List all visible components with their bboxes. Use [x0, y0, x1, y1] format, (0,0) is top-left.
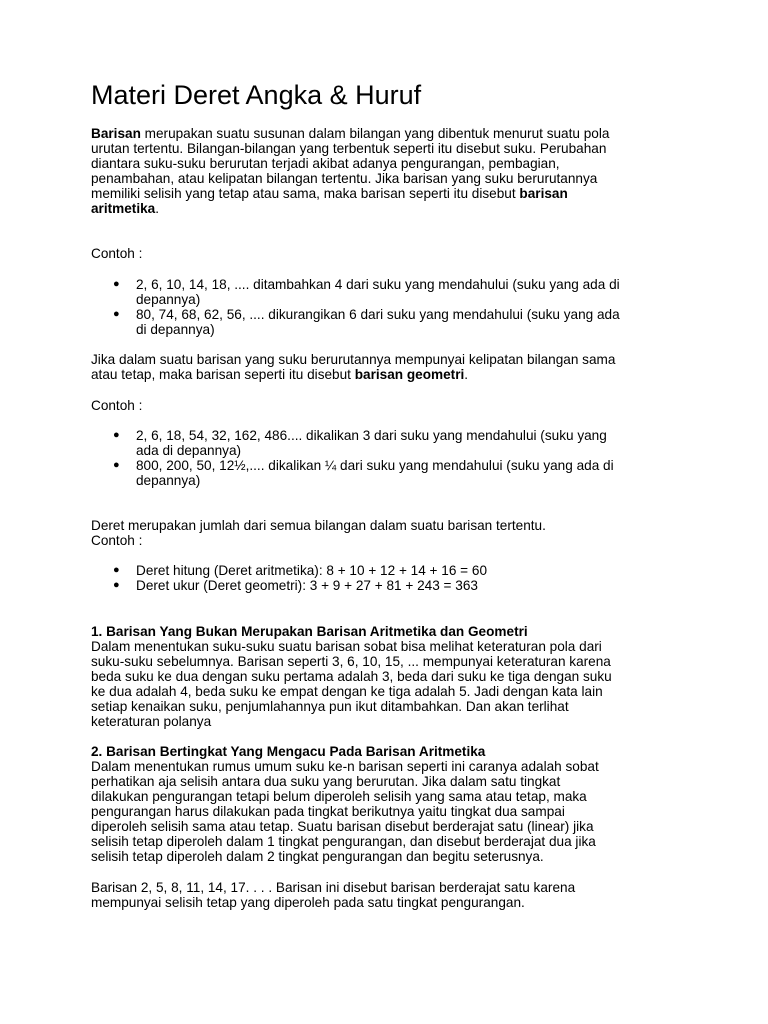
list-item: ● 2, 6, 10, 14, 18, .... ditambahkan 4 dari suku yang mendahului (suku yang ada di depannya) [113, 277, 620, 307]
bullet-icon: ● [113, 278, 120, 290]
list-item: ● 2, 6, 18, 54, 32, 162, 486.... dikalikan 3 dari suku yang mendahului (suku yang ada di depannya) [113, 428, 607, 458]
bullet-icon: ● [113, 564, 120, 576]
geo-intro-paragraph: Jika dalam suatu barisan yang suku berurutannya mempunyai kelipatan bilangan sama atau tetap, maka barisan seperti itu disebut barisan geometri. [91, 352, 616, 382]
contoh-label-2: Contoh : [91, 398, 143, 413]
list-item: ● 800, 200, 50, 12½,.... dikalikan ¼ dari suku yang mendahului (suku yang ada di depannya) [113, 458, 614, 488]
intro-paragraph: Barisan merupakan suatu susunan dalam bilangan yang dibentuk menurut suatu pola urutan tertentu. Bilangan-bilangan yang terbentuk seperti itu disebut suku. Perubahan diantara suku-suku berurutan terjadi akibat adanya pengurangan, pembagian, penambahan, atau kelipatan bilangan tertentu. Jika barisan yang suku berurutannya memiliki selisih yang tetap atau sama, maka barisan seperti itu disebut barisan aritmetika. [91, 126, 610, 216]
closing-paragraph: Barisan 2, 5, 8, 11, 14, 17. . . . Barisan ini disebut barisan berderajat satu karena mempunyai selisih tetap yang diperoleh pada satu tingkat pengurangan. [91, 880, 576, 910]
deret-paragraph: Deret merupakan jumlah dari semua bilangan dalam suatu barisan tertentu. Contoh : [91, 518, 546, 548]
bullet-icon: ● [113, 579, 120, 591]
bullet-icon: ● [113, 308, 120, 320]
section-2-heading: 2. Barisan Bertingkat Yang Mengacu Pada Barisan Aritmetika [91, 744, 486, 759]
term-barisan-aritmetika: barisan [519, 186, 568, 201]
term-barisan-geometri: barisan geometri [354, 367, 465, 382]
bullet-icon: ● [113, 429, 120, 441]
list-item: ● Deret hitung (Deret aritmetika): 8 + 10 + 12 + 14 + 16 = 60 [113, 563, 488, 578]
list-item: ● Deret ukur (Deret geometri): 3 + 9 + 27 + 81 + 243 = 363 [113, 578, 478, 593]
bullet-icon: ● [113, 459, 120, 471]
deret-example-list [91, 563, 487, 593]
section-1-heading: 1. Barisan Yang Bukan Merupakan Barisan Aritmetika dan Geometri [91, 624, 528, 639]
section-1: 1. Barisan Yang Bukan Merupakan Barisan Aritmetika dan Geometri Dalam menentukan suku-suku suatu barisan sobat bisa melihat keteraturan pola dari suku-suku sebelumnya. Barisan seperti 3, 6, 10, 15, ... mempunyai keteraturan karena beda suku ke dua dengan suku pertama adalah 3, beda dari suku ke tiga dengan suku ke dua adalah 4, beda suku ke empat dengan ke tiga adalah 5. Jadi dengan kata lain setiap kenaikan suku, penjumlahannya pun ikut ditambahkan. Dan akan terlihat keteraturan polanya [91, 624, 612, 729]
geo-example-list [91, 428, 614, 488]
arith-example-list [91, 277, 620, 337]
contoh-label-1: Contoh : [91, 246, 143, 261]
page-title: Materi Deret Angka & Huruf [91, 80, 422, 110]
section-2: 2. Barisan Bertingkat Yang Mengacu Pada Barisan Aritmetika Dalam menentukan rumus umum suku ke-n barisan seperti ini caranya adalah sobat perhatikan aja selisih antara dua suku yang berurutan. Jika dalam satu tingkat dilakukan pengurangan tetapi belum diperoleh selisih yang sama atau tetap, maka pengurangan harus dilakukan pada tingkat berikutnya yaitu tingkat dua sampai diperoleh selisih sama atau tetap. Suatu barisan disebut berderajat satu (linear) jika selisih tetap diperoleh dalam 1 tingkat pengurangan, dan disebut berderajat dua jika selisih tetap diperoleh dalam 2 tingkat pengurangan dan begitu seterusnya. [91, 744, 599, 864]
list-item: ● 80, 74, 68, 62, 56, .... dikurangikan 6 dari suku yang mendahului (suku yang ada di depannya) [113, 307, 620, 337]
term-barisan: Barisan [91, 126, 141, 141]
